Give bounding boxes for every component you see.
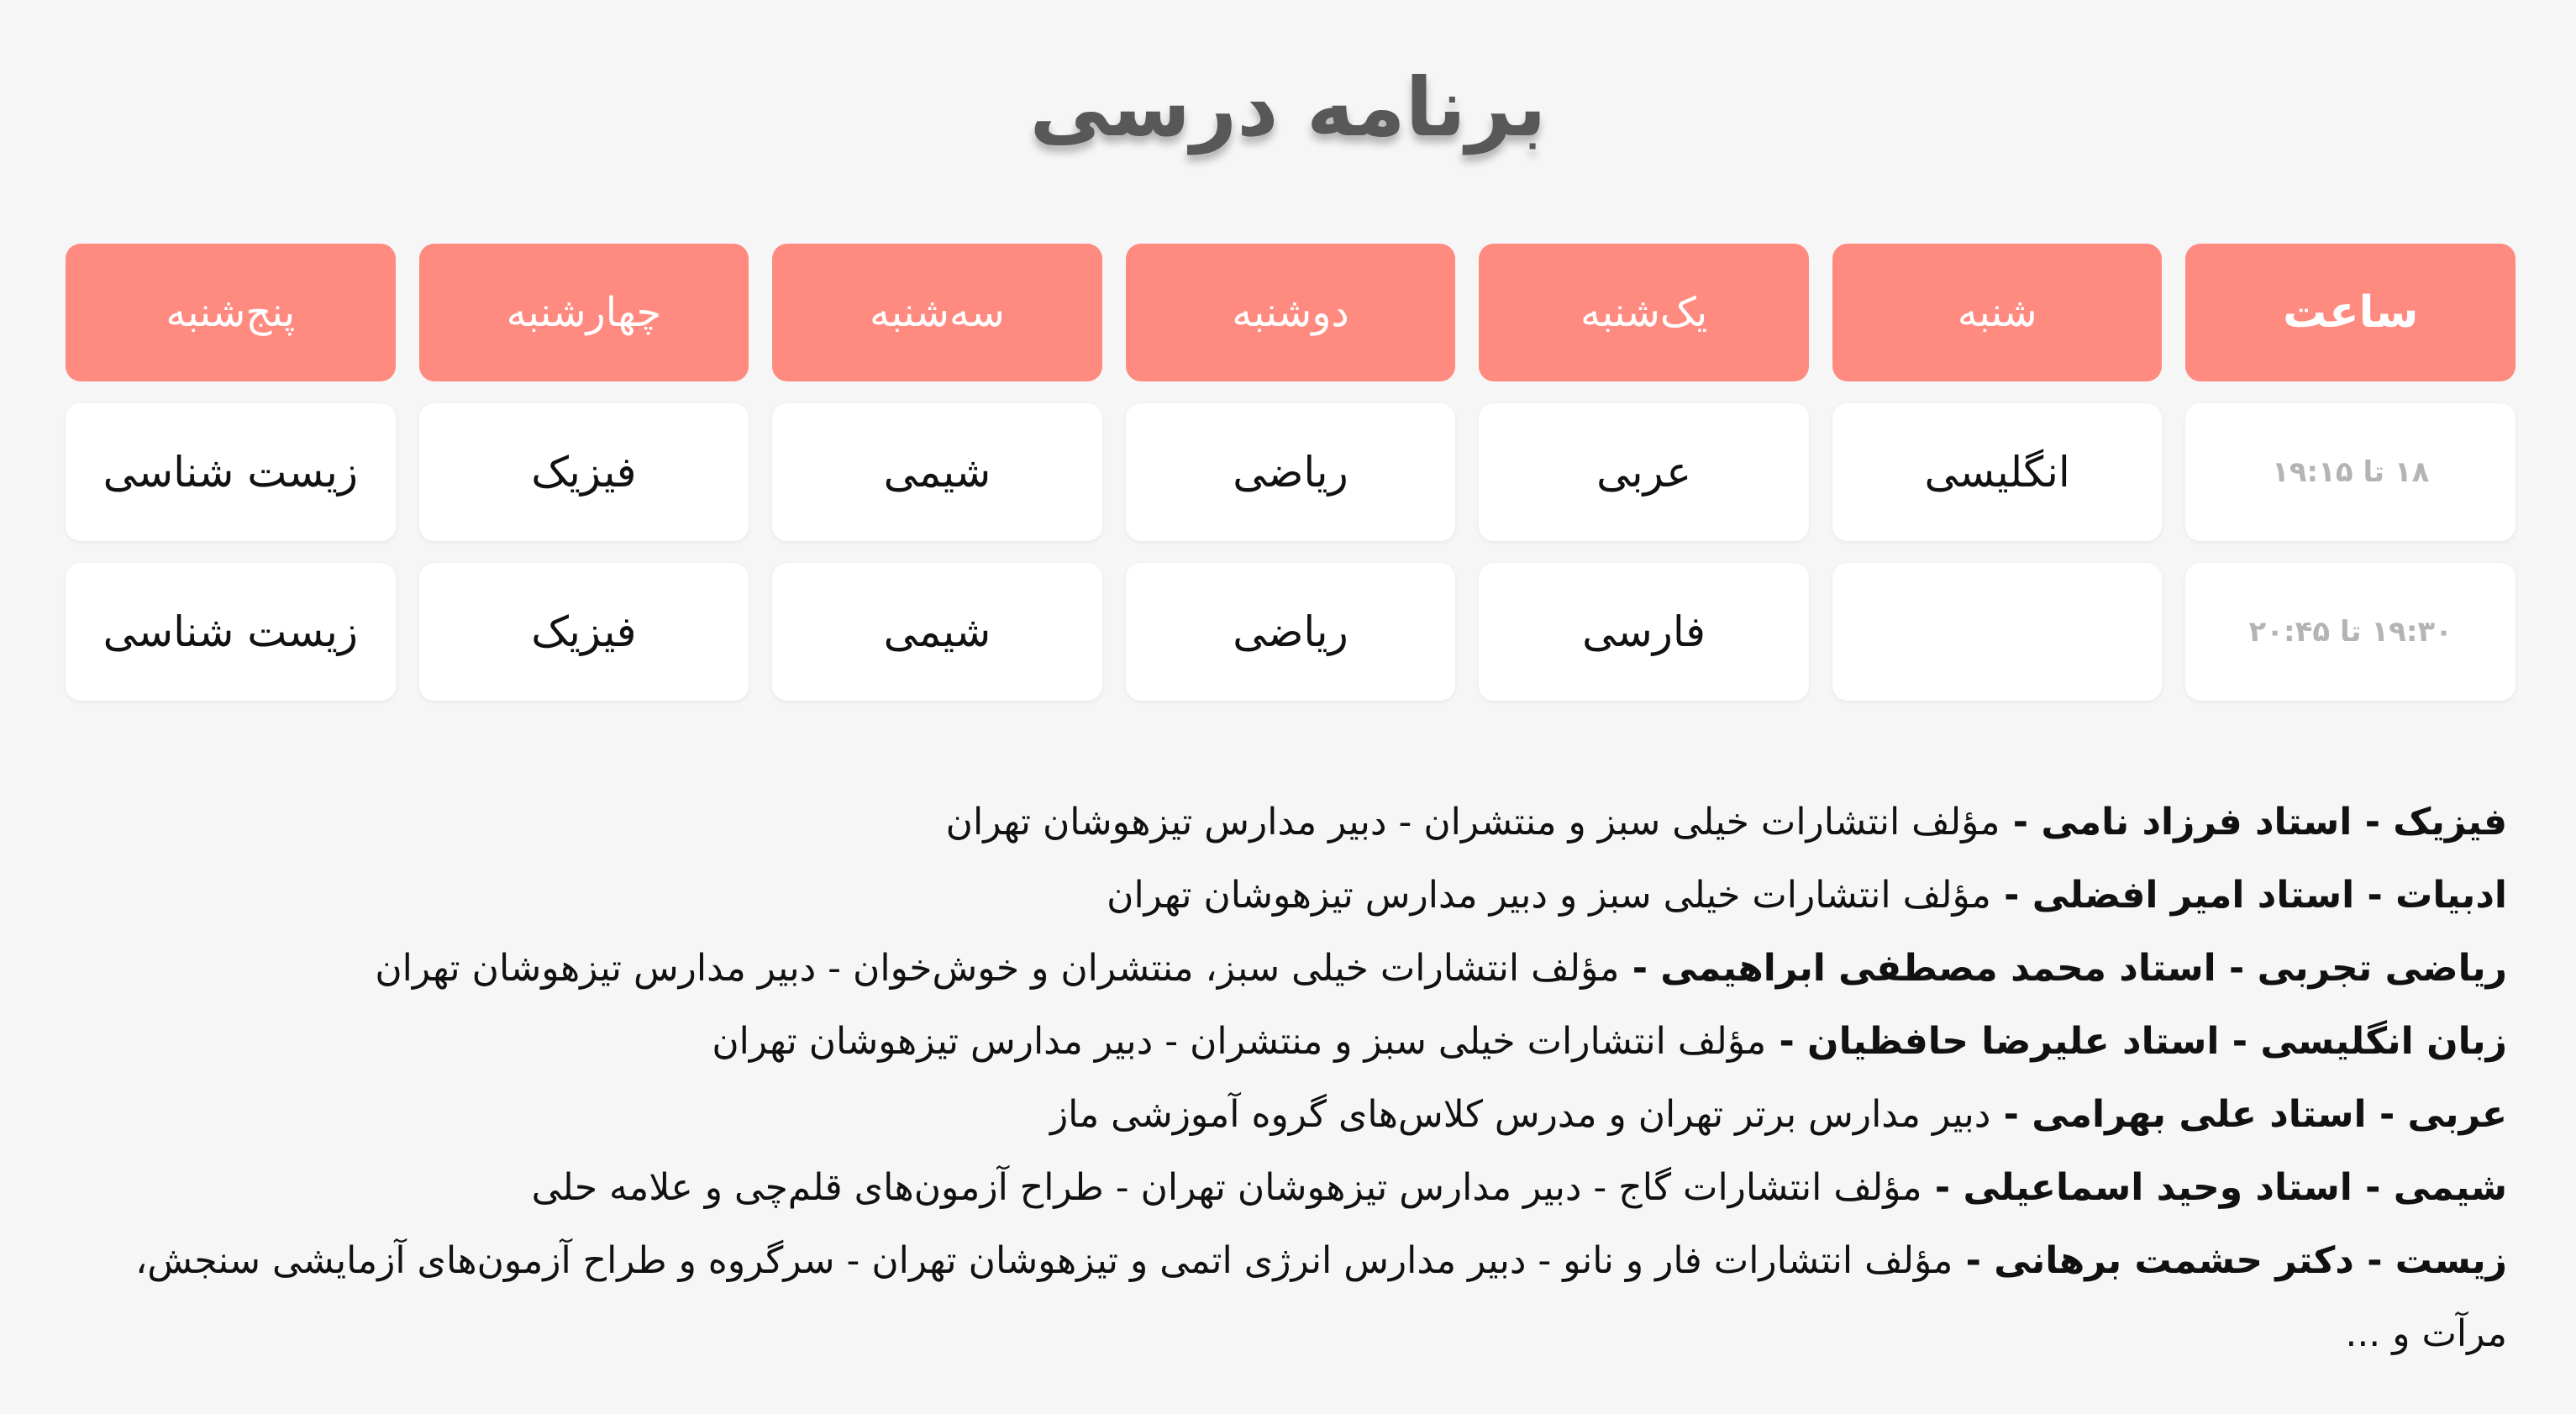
teacher-line-physics xyxy=(104,786,2507,859)
row-1-tuesday: شیمی xyxy=(772,403,1102,541)
row-1-saturday: انگلیسی xyxy=(1832,403,2163,541)
teacher-name: استاد فرزاد نامی xyxy=(2041,801,2353,844)
teacher-separator: - xyxy=(2352,801,2394,844)
teacher-description: مؤلف انتشارات خیلی سبز، منتشران و خوش‌خوان - دبیر مدارس تیزهوشان تهران xyxy=(375,947,1620,990)
teacher-subject: ریاضی تجربی xyxy=(2257,947,2507,990)
teacher-description: مؤلف انتشارات گاج - دبیر مدارس تیزهوشان تهران - طراح آزمون‌های قلم‌چی و علامه حلی xyxy=(531,1166,1922,1209)
header-day-monday: دوشنبه xyxy=(1126,244,1456,381)
teacher-subject: زبان انگلیسی xyxy=(2260,1020,2507,1063)
teacher-line-math xyxy=(104,932,2507,1005)
row-2-time: ۱۹:۳۰ تا ۲۰:۴۵ xyxy=(2185,563,2516,701)
row-2-thursday: زیست شناسی xyxy=(66,563,396,701)
teacher-subject: زیست xyxy=(2395,1239,2507,1282)
teacher-separator: - xyxy=(1921,1166,1964,1209)
teacher-description: مؤلف انتشارات خیلی سبز و دبیر مدارس تیزهوشان تهران xyxy=(1107,874,1991,917)
teacher-subject: فیزیک xyxy=(2393,801,2507,844)
header-day-wednesday: چهارشنبه xyxy=(419,244,749,381)
teacher-line-english xyxy=(104,1005,2507,1078)
header-day-sunday: یک‌شنبه xyxy=(1479,244,1809,381)
teacher-name: استاد علی بهرامی xyxy=(2032,1093,2367,1136)
row-2-monday: ریاضی xyxy=(1126,563,1456,701)
teacher-description: مؤلف انتشارات خیلی سبز و منتشران - دبیر مدارس تیزهوشان تهران xyxy=(712,1020,1767,1063)
teacher-separator: - xyxy=(1953,1239,1995,1282)
teacher-subject: عربی xyxy=(2407,1093,2507,1136)
teacher-separator: - xyxy=(1990,874,2032,917)
row-2-sunday: فارسی xyxy=(1479,563,1809,701)
teacher-name: دکتر حشمت برهانی xyxy=(1994,1239,2354,1282)
row-2-wednesday: فیزیک xyxy=(419,563,749,701)
row-2-tuesday: شیمی xyxy=(772,563,1102,701)
row-1-monday: ریاضی xyxy=(1126,403,1456,541)
schedule-table xyxy=(66,244,2516,701)
row-2-saturday xyxy=(1832,563,2163,701)
row-1-wednesday: فیزیک xyxy=(419,403,749,541)
header-day-saturday: شنبه xyxy=(1832,244,2163,381)
teacher-separator: - xyxy=(1990,1093,2032,1136)
teacher-separator: - xyxy=(2219,1020,2261,1063)
teacher-subject: ادبیات xyxy=(2395,874,2507,917)
teacher-name: استاد محمد مصطفی ابراهیمی xyxy=(1660,947,2216,990)
teacher-separator: - xyxy=(2353,1239,2395,1282)
teacher-separator: - xyxy=(2000,801,2042,844)
teacher-name: استاد امیر افضلی xyxy=(2032,874,2355,917)
header-day-tuesday: سه‌شنبه xyxy=(772,244,1102,381)
teacher-separator: - xyxy=(2354,874,2396,917)
teacher-subject: شیمی xyxy=(2393,1166,2507,1209)
teacher-description: دبیر مدارس برتر تهران و مدرس کلاس‌های گروه آموزشی ماز xyxy=(1049,1093,1991,1136)
teacher-line-literature xyxy=(104,859,2507,932)
teacher-name: استاد علیرضا حافظیان xyxy=(1807,1020,2220,1063)
row-1-sunday: عربی xyxy=(1479,403,1809,541)
teacher-list xyxy=(104,786,2507,1370)
header-day-thursday: پنج‌شنبه xyxy=(66,244,396,381)
row-1-thursday: زیست شناسی xyxy=(66,403,396,541)
teacher-separator: - xyxy=(1766,1020,1808,1063)
teacher-line-arabic xyxy=(104,1078,2507,1151)
teacher-separator: - xyxy=(2352,1166,2394,1209)
teacher-name: استاد وحید اسماعیلی xyxy=(1963,1166,2353,1209)
teacher-separator: - xyxy=(2216,947,2258,990)
teacher-line-chemistry xyxy=(104,1151,2507,1224)
teacher-description: مؤلف انتشارات فار و نانو - دبیر مدارس انرژی اتمی و تیزهوشان تهران - سرگروه و طراح آزمون‌های آزمایشی سنجش، مرآت و ... xyxy=(135,1239,2507,1355)
teacher-line-biology xyxy=(104,1224,2507,1370)
row-1-time: ۱۸ تا ۱۹:۱۵ xyxy=(2185,403,2516,541)
teacher-description: مؤلف انتشارات خیلی سبز و منتشران - دبیر مدارس تیزهوشان تهران xyxy=(945,801,2000,844)
header-time: ساعت xyxy=(2185,244,2516,381)
teacher-separator: - xyxy=(2366,1093,2408,1136)
teacher-separator: - xyxy=(1619,947,1661,990)
page-title: برنامه درسی xyxy=(1029,60,1547,155)
